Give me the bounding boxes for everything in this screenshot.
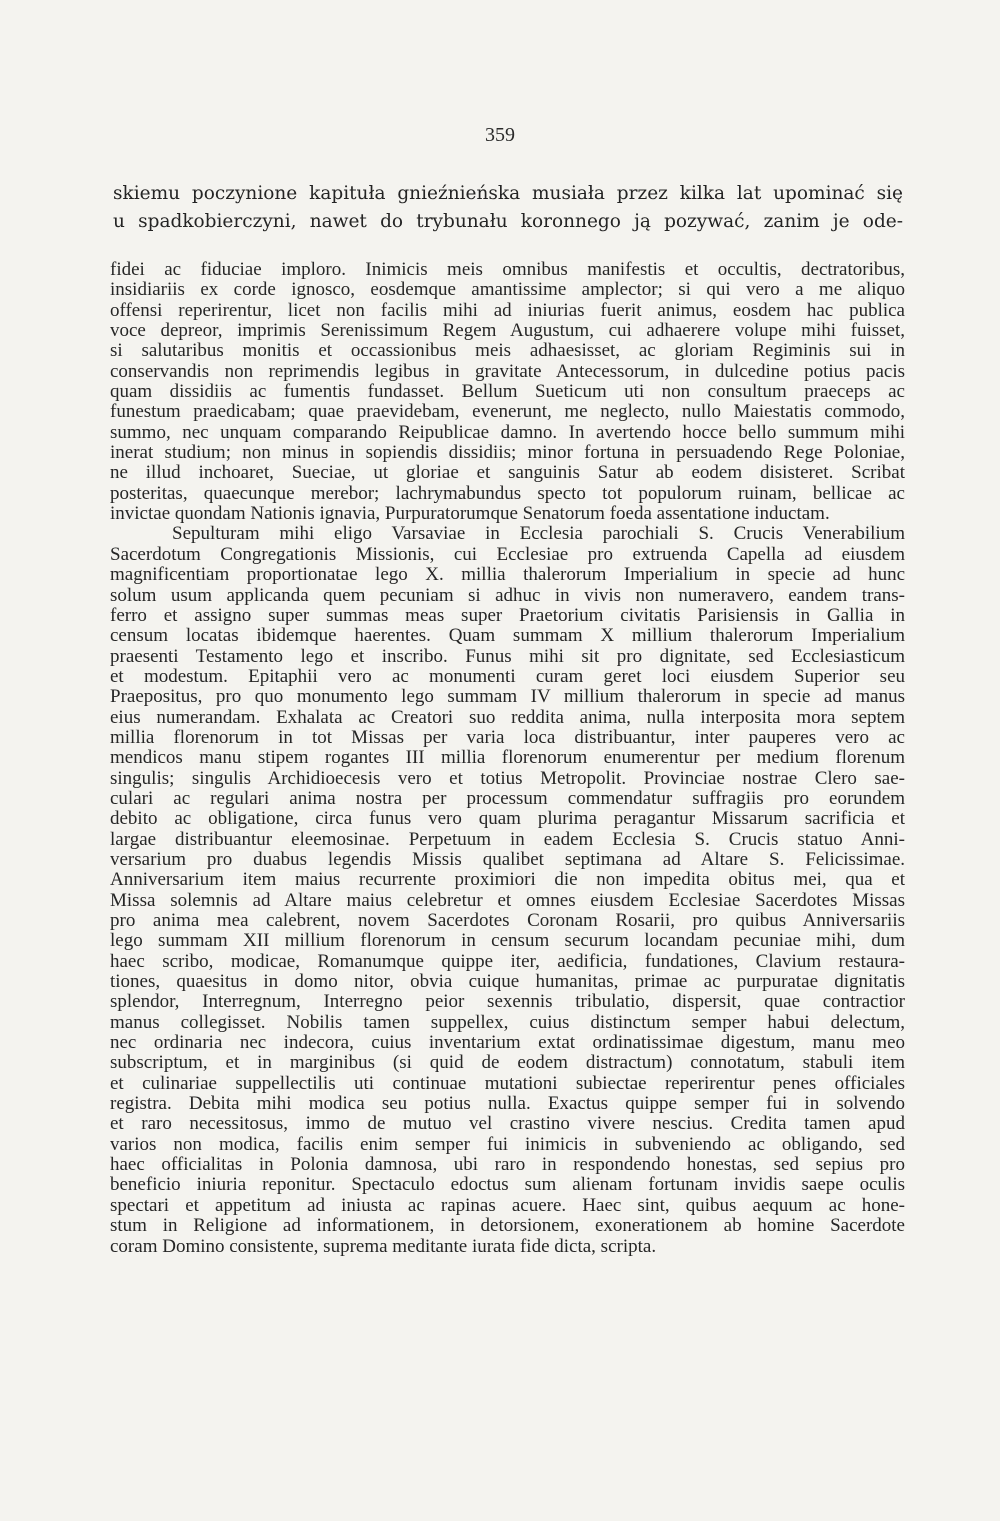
text-line: haec officialitas in Polonia damnosa, ubi raro in respondendo honestas, sed sepius pro — [110, 1155, 905, 1176]
text-line: posteritas, quaecunque merebor; lachrymabundus specto tot populorum ruinam, bellicae ac — [110, 483, 905, 504]
text-line: invictae quondam Nationis ignavia, Purpuratorumque Senatorum foeda assentatione inductam. — [110, 504, 830, 525]
text-line: coram Domino consistente, suprema meditante iurata fide dicta, scripta. — [110, 1236, 657, 1257]
text-line: funestum praedicabam; quae praevidebam, evenerunt, me neglecto, nullo Maiestatis commodo, — [110, 402, 905, 423]
text-line: offensi reperirentur, licet non facilis mihi ad iniurias fuerit animus, eosdem hac publica — [110, 300, 905, 321]
text-line: Anniversarium item maius recurrente proximiori die non impedita obitus mei, qua et — [110, 870, 905, 891]
text-line: summo, nec unquam comparando Reipublicae damno. In avertendo hocce bello summum mihi — [110, 422, 905, 443]
text-line: si salutaribus monitis et occassionibus meis adhaesisset, ac gloriam Regiminis sui in — [110, 341, 905, 362]
text-line: magnificentiam proportionatae lego X. millia thalerorum Imperialium in specie ad hunc — [110, 565, 905, 586]
text-line: fidei ac fiduciae imploro. Inimicis meis omnibus manifestis et occultis, dectratoribus, — [110, 260, 905, 280]
text-line: Sacerdotum Congregationis Missionis, cui Ecclesiae pro extruenda Capella ad eiusdem — [110, 544, 905, 565]
text-line: pro anima mea calebrent, novem Sacerdotes Coronam Rosarii, pro quibus Anniversariis — [110, 911, 905, 931]
text-line: splendor, Interregnum, Interregno peior sexennis tribulatio, dispersit, quae contractior — [110, 992, 905, 1013]
text-line: largae distribuantur eleemosinae. Perpetuum in eadem Ecclesia S. Crucis statuo Anni- — [110, 829, 905, 850]
text-line: culari ac regulari anima nostra per processum commendatur suffragiis pro eorundem — [110, 788, 905, 809]
latin-testament-text — [110, 260, 905, 1257]
text-line: et modestum. Epitaphii vero ac monumenti curam geret loci eiusdem Superior seu — [110, 666, 905, 687]
text-line: conservandis non reprimendis legibus in gravitate Antecessorum, in dulcedine potius pacis — [110, 361, 905, 382]
text-line: voce depreor, imprimis Serenissimum Regem Augustum, cui adhaerere volupe mihi fuisset, — [110, 321, 905, 342]
text-line: stum in Religione ad informationem, in detorsionem, exonerationem ab homine Sacerdote — [110, 1216, 905, 1237]
text-line: spectari et appetitum ad iniusta ac rapinas acuere. Haec sint, quibus aequum ac hone- — [110, 1195, 905, 1216]
text-line: varios non modica, facilis enim semper fui inimicis in subveniendo ac obligando, sed — [110, 1134, 905, 1155]
text-line: millia florenorum in tot Missas per varia loca distribuantur, inter pauperes vero ac — [110, 727, 905, 748]
text-line: insidiariis ex corde ignosco, eosdemque amantissime amplector; si qui vero a me aliquo — [110, 280, 905, 301]
text-line: Sepulturam mihi eligo Varsaviae in Ecclesia parochiali S. Crucis Venerabilium — [172, 524, 905, 545]
text-line: ferro et assigno super summas meas super Praetorium civitatis Parisiensis in Gallia in — [110, 605, 905, 626]
text-line: beneficio iniuria reponitur. Spectaculo edoctus sum alienam fortunam invidis saepe oculis — [110, 1175, 905, 1196]
text-line: et culinariae suppellectilis uti continuae mutationi subiectae reperirentur penes officiales — [110, 1073, 905, 1094]
text-line: debito ac obligatione, circa funus vero quam plurima peragantur Missarum sacrificia et — [110, 809, 905, 830]
text-line: subscriptum, et in marginibus (si quid de eodem distractum) connotatum, stabuli item — [110, 1053, 905, 1074]
text-line: mendicos manu stipem rogantes III millia florenorum enumerentur per medium florenum — [110, 748, 905, 769]
text-line: u spadkobierczyni, nawet do trybunału koronnego ją pozywać, zanim je ode- — [113, 211, 903, 232]
text-line: skiemu poczynione kapituła gnieźnieńska musiała przez kilka lat upominać się — [113, 183, 903, 204]
text-line: nec ordinaria nec indecora, cuius inventarium extat ordinatissimae digestum, manu meo — [110, 1033, 905, 1054]
text-line: et raro necessitosus, immo de mutuo vel crastino vivere nescius. Credita tamen apud — [110, 1114, 905, 1135]
text-line: lego summam XII millium florenorum in censum securum locandam pecuniae mihi, dum — [110, 931, 905, 952]
text-line: Missa solemnis ad Altare maius celebretur et omnes eiusdem Ecclesiae Sacerdotes Missas — [110, 890, 905, 911]
text-line: manus collegisset. Nobilis tamen suppellex, cuius distinctum semper habui delectum, — [110, 1012, 905, 1033]
text-line: haec scribo, modicae, Romanumque quippe iter, aedificia, fundationes, Clavium restaura- — [110, 951, 905, 972]
text-line: inerat studium; non minus in sopiendis dissidiis; minor fortuna in persuadendo Rege Poloniae, — [110, 443, 905, 464]
page-number: 359 — [485, 124, 515, 146]
text-line: praesenti Testamento lego et inscribo. Funus mihi sit pro dignitate, sed Ecclesiasticum — [110, 646, 905, 667]
text-line: singulis; singulis Archidioecesis vero et totius Metropolit. Provinciae nostrae Clero sae- — [110, 768, 905, 789]
text-line: tiones, quaesitus in domo nitor, obvia cuique humanitas, primae ac purpuratae dignitatis — [110, 972, 905, 993]
text-line: ne illud inchoaret, Sueciae, ut gloriae et sanguinis Satur ab eodem disisteret. Scribat — [110, 463, 905, 484]
text-line: solum usum applicanda quem pecuniam si adhuc in vivis non numeravero, eandem trans- — [110, 585, 905, 606]
text-line: Praepositus, pro quo monumento lego summam IV millium thalerorum in specie ad manus — [110, 687, 905, 708]
text-line: censum locatas ibidemque haerentes. Quam summam X millium thalerorum Imperialium — [110, 626, 905, 647]
text-line: quam dissidiis ac fumentis fundasset. Bellum Sueticum uti non consultum praeceps ac — [110, 382, 905, 403]
text-line: versarium pro duabus legendis Missis qualibet septimana ad Altare S. Felicissimae. — [110, 849, 905, 870]
intro-paragraph — [113, 180, 903, 236]
text-line: eius numerandam. Exhalata ac Creatori suo reddita anima, nulla interposita mora septem — [110, 707, 905, 728]
text-line: registra. Debita mihi modica seu potius nulla. Exactus quippe semper fui in solvendo — [110, 1094, 905, 1115]
